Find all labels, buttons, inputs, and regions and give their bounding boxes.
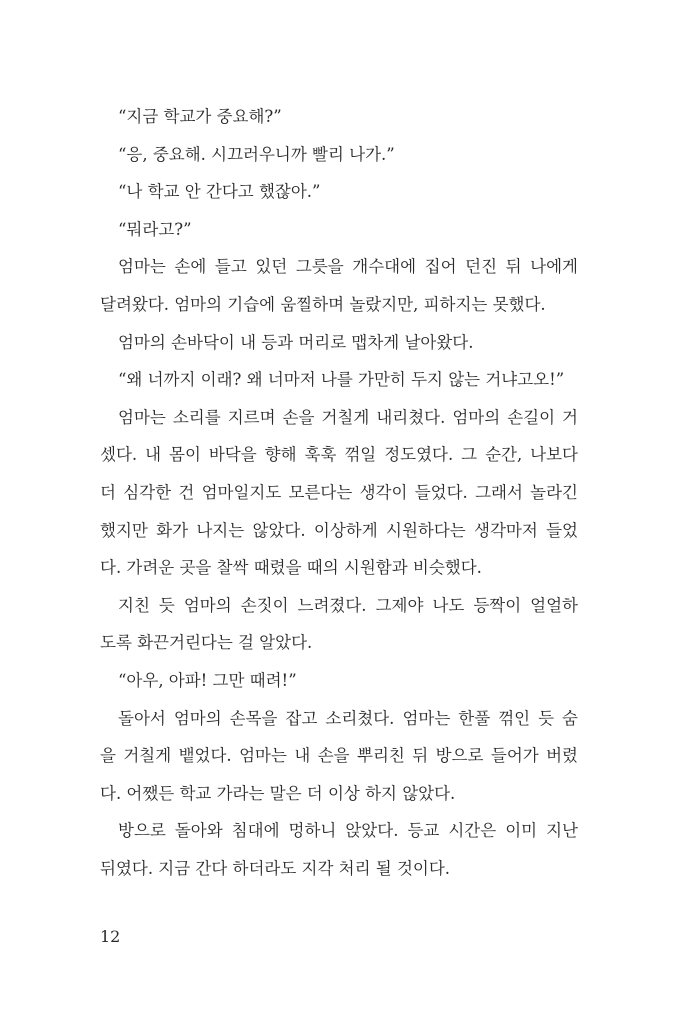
text-line: 엄마의 손바닥이 내 등과 머리로 맵차게 날아왔다. [118, 332, 474, 352]
text-line: “지금 학교가 중요해?” [118, 107, 282, 126]
text-line: 방으로 돌아와 침대에 멍하니 앉았다. 등교 시간은 이미 지난 [118, 821, 578, 841]
text-line: 지친 듯 엄마의 손짓이 느려졌다. 그제야 나도 등짝이 얼얼하 [118, 595, 578, 615]
text-line: 했지만 화가 나지는 않았다. 이상하게 시원하다는 생각마저 들었 [100, 520, 578, 540]
text-line: “응, 중요해. 시끄러우니까 빨리 나가.” [118, 144, 395, 164]
text-line: “왜 너까지 이래? 왜 너마저 나를 가만히 두지 않는 거냐고오!” [118, 370, 565, 390]
text-line: 더 심각한 건 엄마일지도 모른다는 생각이 들었다. 그래서 놀라긴 [100, 482, 578, 502]
text-line: 셌다. 내 몸이 바닥을 향해 훅훅 꺾일 정도였다. 그 순간, 나보다 [100, 445, 578, 465]
text-line: 을 거칠게 뱉었다. 엄마는 내 손을 뿌리친 뒤 방으로 들어가 버렸 [100, 746, 578, 766]
text-line: 다. 가려운 곳을 찰싹 때렸을 때의 시원함과 비슷했다. [100, 558, 482, 578]
text-line: 뒤였다. 지금 간다 하더라도 지각 처리 될 것이다. [100, 858, 451, 878]
text-line: “아우, 아파! 그만 때려!” [118, 670, 297, 690]
text-line: 엄마는 소리를 지르며 손을 거칠게 내리쳤다. 엄마의 손길이 거 [118, 407, 578, 427]
text-line: “뭐라고?” [118, 219, 192, 239]
page-body-text [100, 103, 578, 892]
text-line: 도록 화끈거린다는 걸 알았다. [100, 633, 313, 653]
text-line: 돌아서 엄마의 손목을 잡고 소리쳤다. 엄마는 한풀 꺾인 듯 숨 [118, 708, 578, 728]
text-line: 달려왔다. 엄마의 기습에 움찔하며 놀랐지만, 피하지는 못했다. [100, 294, 546, 314]
text-line: 다. 어쨌든 학교 가라는 말은 더 이상 하지 않았다. [100, 783, 456, 803]
page-number: 12 [100, 927, 121, 946]
text-line: “나 학교 안 간다고 했잖아.” [118, 182, 321, 202]
text-line: 엄마는 손에 들고 있던 그릇을 개수대에 집어 던진 뒤 나에게 [118, 257, 578, 277]
